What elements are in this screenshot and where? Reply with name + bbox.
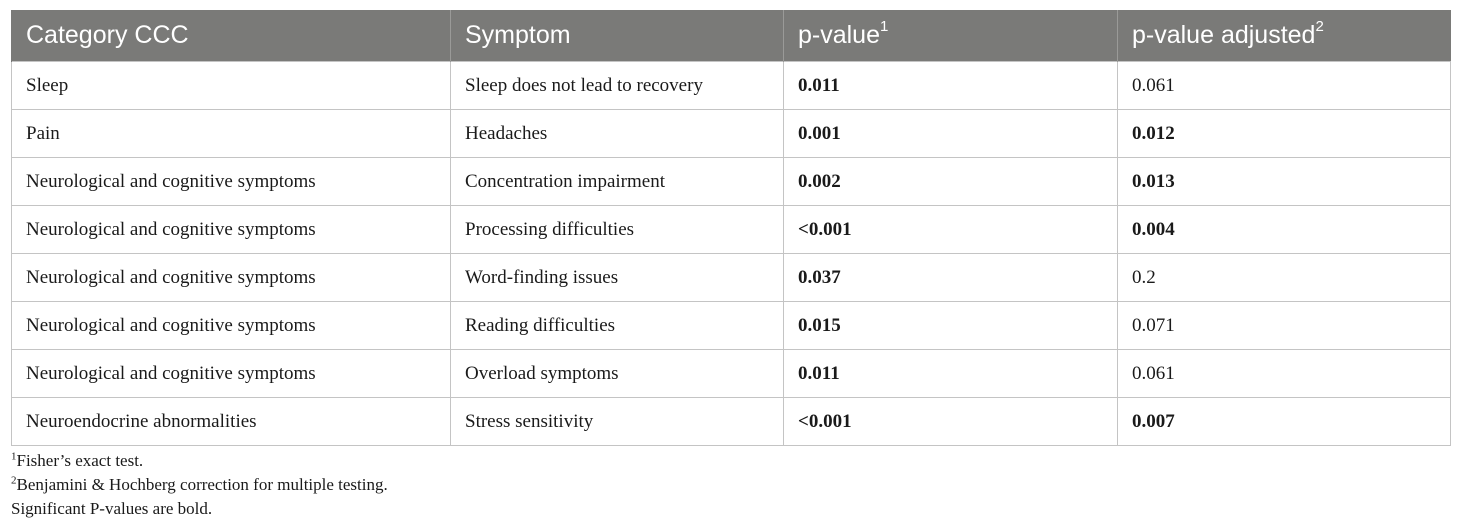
cell-p-value-adjusted: 0.061 [1118,350,1451,398]
header-p-value-label: p-value [798,21,880,49]
cell-p-value: 0.011 [784,62,1118,110]
results-table-container [11,10,1450,446]
cell-symptom: Word-finding issues [451,254,784,302]
cell-symptom: Overload symptoms [451,350,784,398]
footnote-2-mark: 2 [11,474,17,487]
cell-symptom: Sleep does not lead to recovery [451,62,784,110]
cell-p-value-adjusted: 0.2 [1118,254,1451,302]
cell-p-value-adjusted: 0.004 [1118,206,1451,254]
cell-p-value-adjusted: 0.071 [1118,302,1451,350]
cell-symptom: Concentration impairment [451,158,784,206]
header-p-value-footnote-mark: 1 [880,17,889,35]
table-row [12,110,1451,158]
header-category [12,10,451,62]
cell-category: Neuroendocrine abnormalities [12,398,451,446]
footnote-1 [11,449,388,473]
cell-category: Neurological and cognitive symptoms [12,254,451,302]
footnote-2 [11,473,388,497]
header-p-value-adjusted-footnote-mark: 2 [1315,17,1324,35]
table-row [12,302,1451,350]
footnote-3-text: Significant P-values are bold. [11,499,213,518]
table-row [12,254,1451,302]
cell-p-value: <0.001 [784,206,1118,254]
table-row [12,206,1451,254]
table-row [12,158,1451,206]
header-symptom-label: Symptom [465,21,571,49]
cell-p-value: 0.015 [784,302,1118,350]
cell-category: Neurological and cognitive symptoms [12,206,451,254]
cell-category: Neurological and cognitive symptoms [12,158,451,206]
header-symptom [451,10,784,62]
cell-p-value-adjusted: 0.007 [1118,398,1451,446]
cell-symptom: Headaches [451,110,784,158]
cell-p-value: 0.037 [784,254,1118,302]
cell-symptom: Reading difficulties [451,302,784,350]
cell-symptom: Stress sensitivity [451,398,784,446]
cell-category: Pain [12,110,451,158]
table-footnotes [11,449,388,521]
cell-p-value-adjusted: 0.061 [1118,62,1451,110]
table-row [12,62,1451,110]
cell-p-value: 0.002 [784,158,1118,206]
header-category-label: Category CCC [26,21,189,49]
results-table [11,10,1451,446]
cell-p-value: <0.001 [784,398,1118,446]
header-p-value-adjusted-label: p-value adjusted [1132,21,1316,49]
header-row [12,10,1451,62]
footnote-1-text: Fisher’s exact test. [16,451,144,470]
cell-p-value: 0.001 [784,110,1118,158]
cell-p-value-adjusted: 0.013 [1118,158,1451,206]
cell-category: Sleep [12,62,451,110]
footnote-3 [11,497,388,521]
table-row [12,398,1451,446]
cell-category: Neurological and cognitive symptoms [12,302,451,350]
header-p-value [784,10,1118,62]
cell-p-value: 0.011 [784,350,1118,398]
footnote-1-mark: 1 [11,450,17,463]
cell-p-value-adjusted: 0.012 [1118,110,1451,158]
table-body [12,62,1451,446]
cell-symptom: Processing difficulties [451,206,784,254]
cell-category: Neurological and cognitive symptoms [12,350,451,398]
table-header [12,10,1451,62]
header-p-value-adjusted [1118,10,1451,62]
footnote-2-text: Benjamini & Hochberg correction for multiple testing. [16,475,388,494]
table-row [12,350,1451,398]
